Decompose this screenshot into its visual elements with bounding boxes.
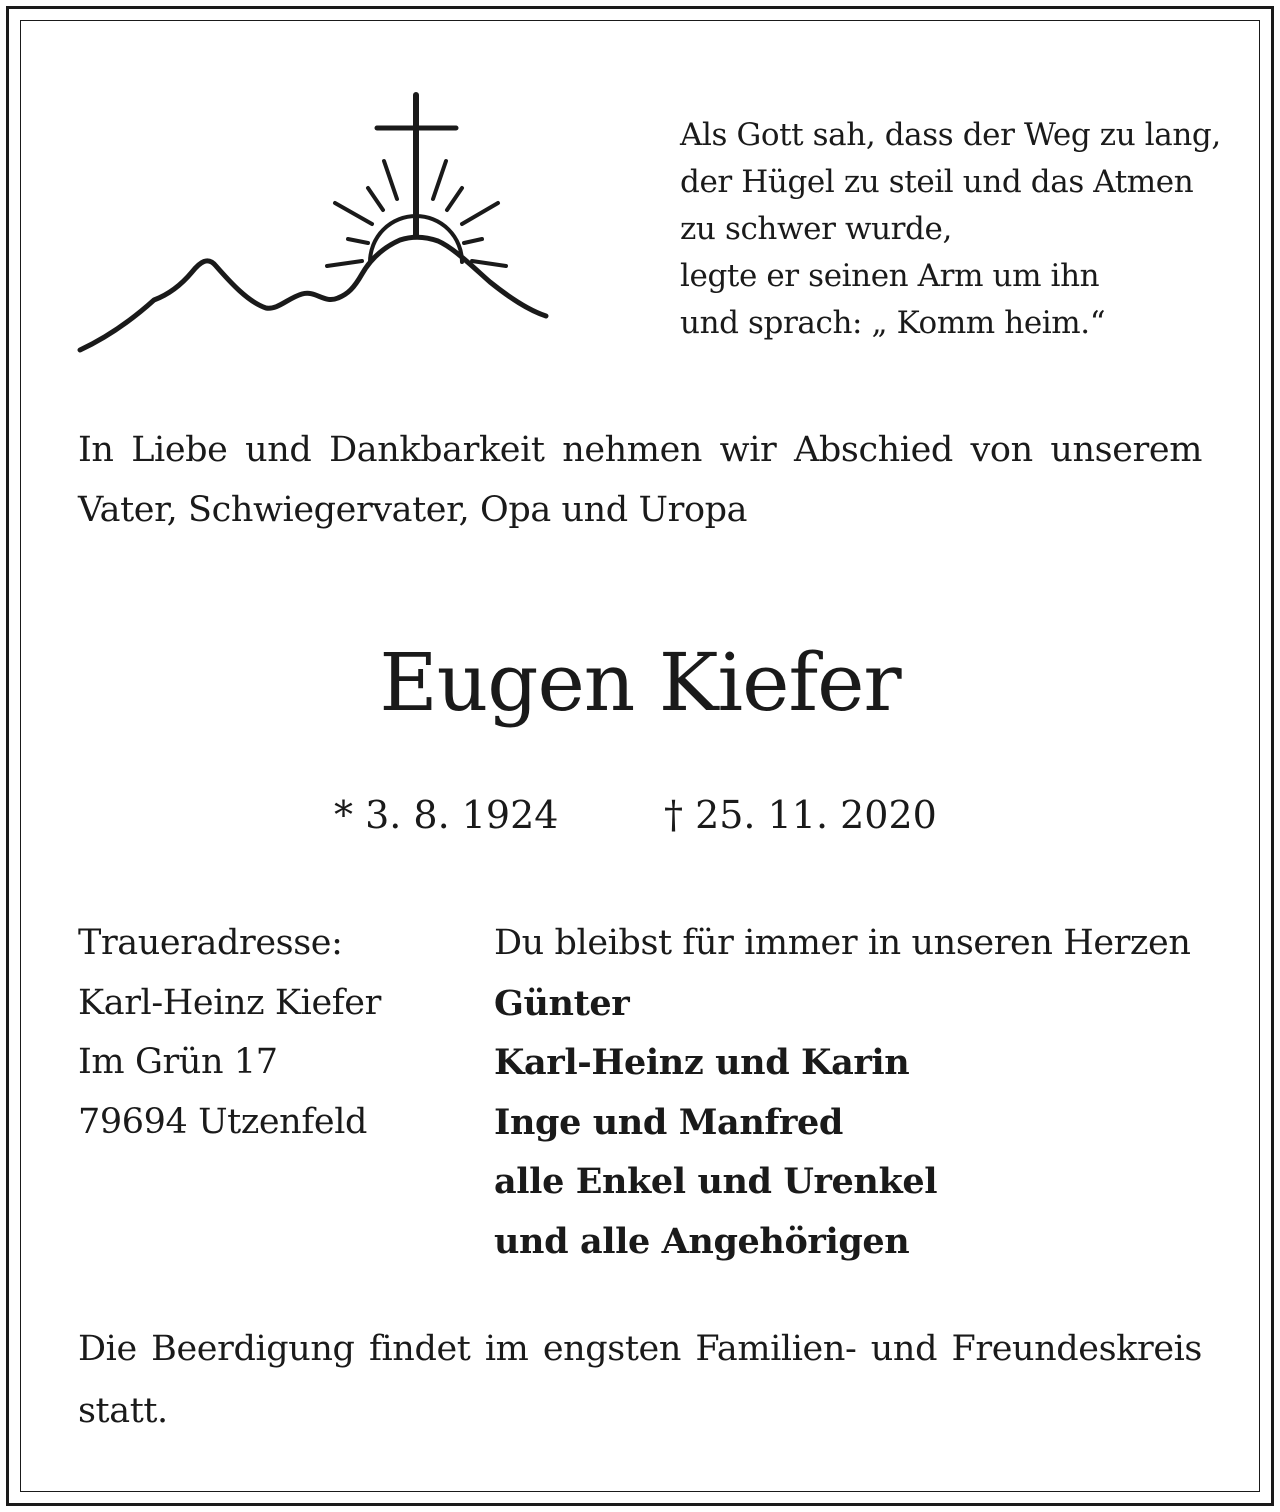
poem bbox=[680, 112, 1220, 347]
closing-line: statt. bbox=[78, 1391, 168, 1431]
dedication-line: Du bleibst für immer in unseren Herzen bbox=[494, 923, 1191, 963]
family-member: Karl-Heinz und Karin bbox=[494, 1042, 910, 1083]
mourning-address bbox=[78, 914, 381, 1152]
intro-line: In Liebe und Dankbarkeit nehmen wir Abschied von unserem bbox=[78, 430, 1202, 470]
poem-line: legte er seinen Arm um ihn bbox=[680, 258, 1100, 294]
poem-line: und sprach: „ Komm heim.“ bbox=[680, 305, 1106, 341]
cross-on-hill-with-rising-sun-icon bbox=[70, 88, 560, 363]
intro-text bbox=[78, 420, 1202, 540]
poem-line: Als Gott sah, dass der Weg zu lang, bbox=[680, 117, 1221, 153]
address-line: Karl-Heinz Kiefer bbox=[78, 982, 381, 1023]
family-member: Günter bbox=[494, 982, 630, 1024]
intro-line: Vater, Schwiegervater, Opa und Uropa bbox=[78, 490, 748, 530]
poem-line: der Hügel zu steil und das Atmen bbox=[680, 164, 1194, 200]
address-line: 79694 Utzenfeld bbox=[78, 1101, 367, 1142]
deceased-name: Eugen Kiefer bbox=[379, 636, 901, 729]
poem-line: zu schwer wurde, bbox=[680, 211, 952, 247]
address-line: Traueradresse: bbox=[78, 923, 343, 963]
family-member: und alle Angehörigen bbox=[494, 1220, 910, 1262]
address-line: Im Grün 17 bbox=[78, 1042, 278, 1082]
family-signatures bbox=[494, 914, 1190, 1271]
family-member: alle Enkel und Urenkel bbox=[494, 1161, 938, 1202]
closing-line: Die Beerdigung findet im engsten Familien- und Freundeskreis bbox=[78, 1329, 1202, 1369]
family-member: Inge und Manfred bbox=[494, 1101, 844, 1143]
funeral-notice bbox=[78, 1318, 1202, 1442]
death-date: † 25. 11. 2020 bbox=[664, 793, 937, 837]
birth-date: * 3. 8. 1924 bbox=[334, 793, 559, 837]
